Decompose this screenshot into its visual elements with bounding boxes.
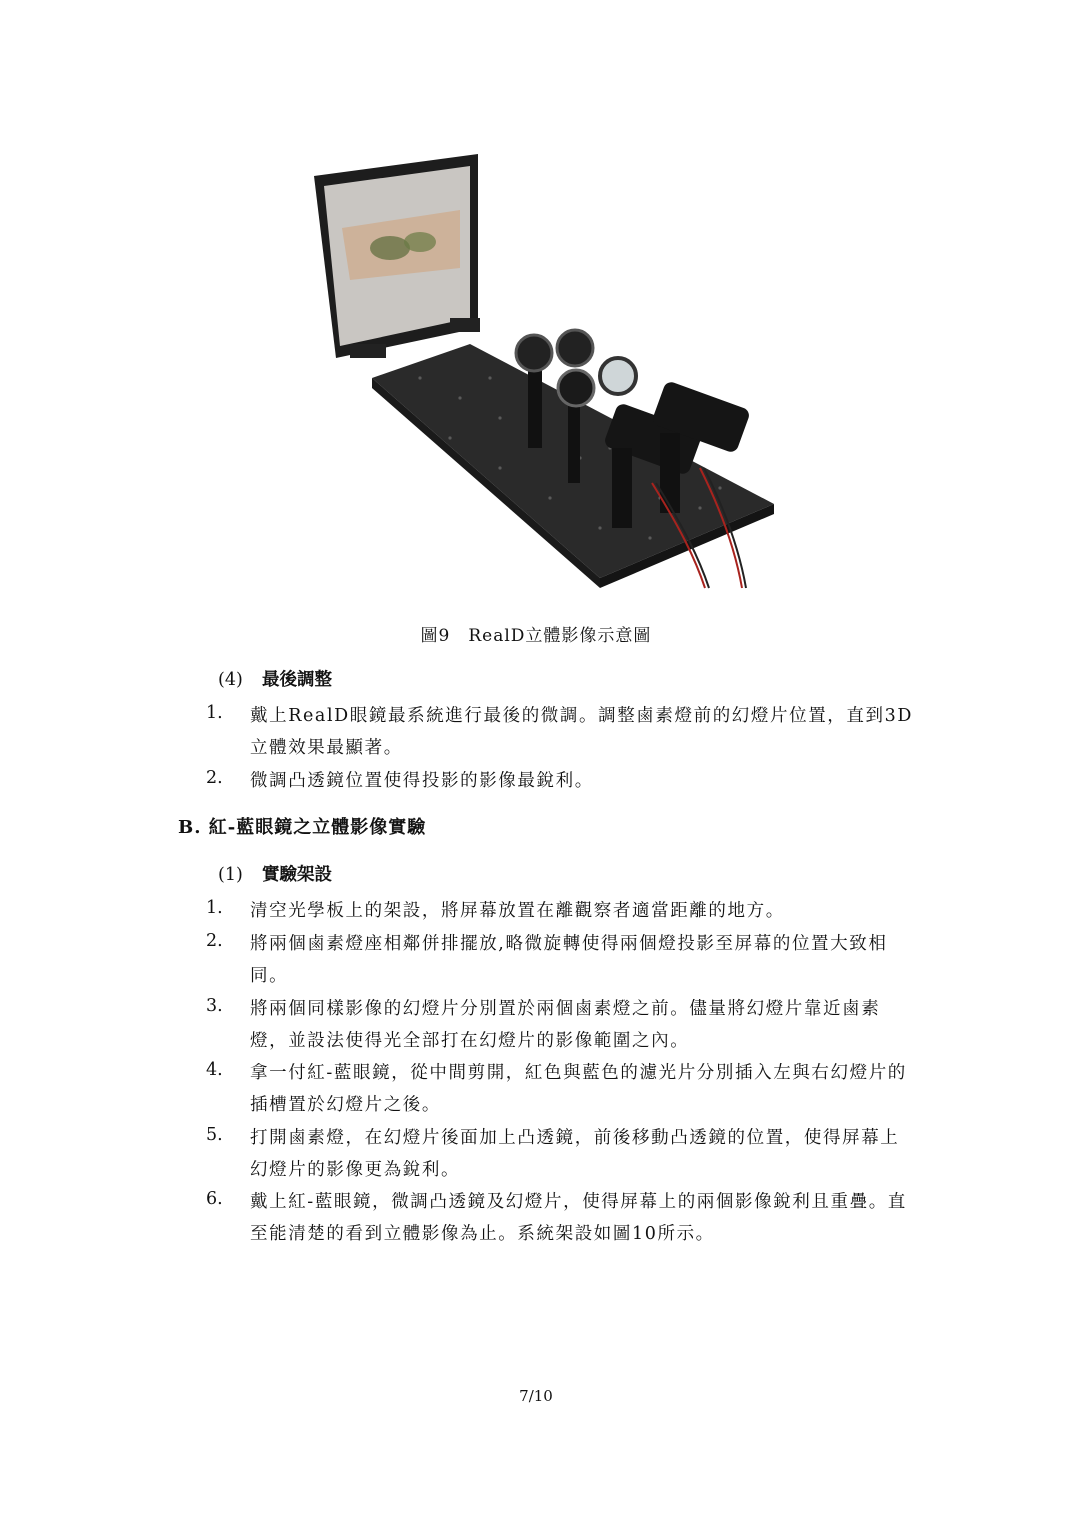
list-item-number: 1.: [206, 898, 223, 918]
figure-caption: 圖9 RealD立體影像示意圖: [420, 626, 652, 646]
list-item: [206, 1057, 916, 1121]
section-heading: B. 紅-藍眼鏡之立體影像實驗: [178, 817, 427, 838]
list-item-number: 1.: [206, 703, 223, 723]
list-item-text: 清空光學板上的架設，將屏幕放置在離觀察者適當距離的地方。: [250, 901, 785, 921]
list-item-text: 將兩個同樣影像的幻燈片分別置於兩個鹵素燈之前。儘量將幻燈片靠近鹵素燈，並設法使得光全部打在幻燈片的影像範圍之內。: [250, 999, 881, 1051]
list-item: [206, 895, 916, 927]
page-number: 7/10: [519, 1387, 553, 1405]
reald-setup-illustration: [300, 148, 780, 598]
list-item-number: 5.: [206, 1125, 223, 1145]
list-item-text: 戴上RealD眼鏡最系統進行最後的微調。調整鹵素燈前的幻燈片位置，直到3D立體效果最顯著。: [250, 706, 913, 758]
list-item-text: 將兩個鹵素燈座相鄰併排擺放,略微旋轉使得兩個燈投影至屏幕的位置大致相同。: [250, 934, 888, 986]
list-item: [206, 1122, 916, 1186]
subsection-heading-4: [0, 667, 1072, 697]
list-item-text: 微調凸透鏡位置使得投影的影像最銳利。: [250, 771, 594, 791]
list-item-number: 6.: [206, 1189, 223, 1209]
list-item: [206, 928, 916, 992]
subsection-title: 最後調整: [262, 670, 332, 690]
list-item-number: 4.: [206, 1060, 223, 1080]
list-item-text: 打開鹵素燈，在幻燈片後面加上凸透鏡，前後移動凸透鏡的位置，使得屏幕上幻燈片的影像更為銳利。: [250, 1128, 900, 1180]
subsection-title: 實驗架設: [262, 865, 332, 885]
subsection-heading-1: [0, 862, 1072, 892]
list-item-number: 2.: [206, 931, 223, 951]
list-item-number: 2.: [206, 768, 223, 788]
list-item-text: 戴上紅-藍眼鏡，微調凸透鏡及幻燈片，使得屏幕上的兩個影像銳利且重疊。直至能清楚的看到立體影像為止。系統架設如圖10所示。: [250, 1192, 907, 1244]
subsection-number: (1): [218, 865, 243, 885]
list-item-number: 3.: [206, 996, 223, 1016]
list-item-text: 拿一付紅-藍眼鏡，從中間剪開，紅色與藍色的濾光片分別插入左與右幻燈片的插槽置於幻燈片之後。: [250, 1063, 907, 1115]
list-item: [206, 1186, 916, 1250]
subsection-number: (4): [218, 670, 243, 690]
list-item: [206, 765, 916, 797]
list-item: [206, 700, 916, 764]
list-item: [206, 993, 916, 1057]
